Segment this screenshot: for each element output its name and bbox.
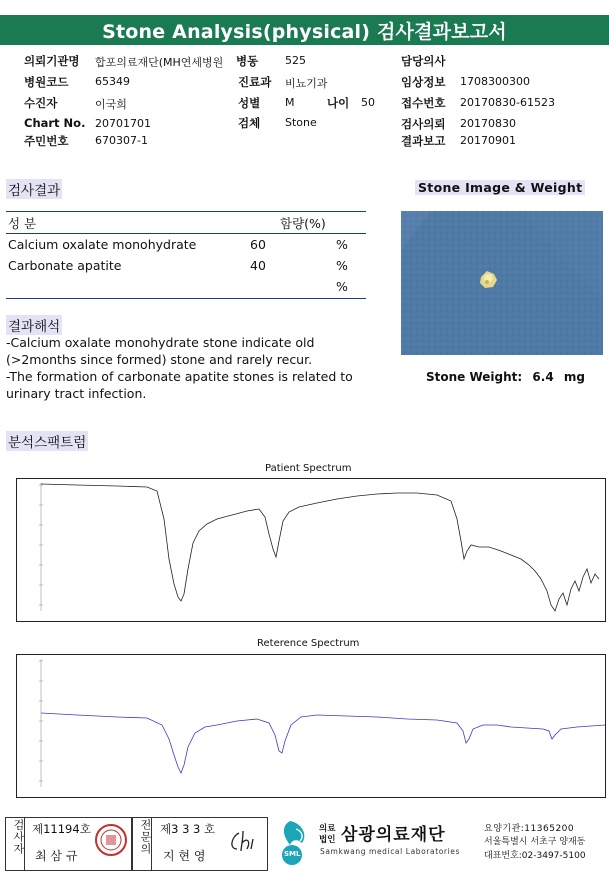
specialist-name: 지 현 영 xyxy=(163,849,206,863)
dept-label: 진료과 xyxy=(238,75,272,89)
inspector-label: 검사자 xyxy=(12,819,25,855)
component-unit: % xyxy=(336,237,348,252)
hospital-code-label: 병원코드 xyxy=(24,75,69,89)
patient-label: 수진자 xyxy=(24,96,58,110)
specialist-no: 제3 3 3 호 xyxy=(160,822,216,836)
specialist-label: 전문의 xyxy=(139,819,152,855)
institution-value: 합포의료재단(MH연세병원 xyxy=(95,56,224,69)
request-label: 검사의뢰 xyxy=(401,117,446,131)
id-value: 670307-1 xyxy=(95,134,148,147)
report-title: Stone Analysis(physical) 검사결과보고서 xyxy=(0,15,609,45)
chart-label: Chart No. xyxy=(24,116,86,130)
component-header: 성 분 xyxy=(8,216,37,231)
clinical-info-label: 임상정보 xyxy=(401,75,446,89)
hospital-code-value: 65349 xyxy=(95,75,130,88)
patient-value: 이국희 xyxy=(95,98,127,111)
patient-spectrum-title: Patient Spectrum xyxy=(265,463,352,474)
report-value: 20170901 xyxy=(460,134,516,147)
inspector-no: 제11194호 xyxy=(32,822,91,836)
org-english: Samkwang medical Laboratories xyxy=(320,847,461,856)
receipt-label: 접수번호 xyxy=(401,96,446,110)
org-logo-icon xyxy=(272,819,314,867)
stone-weight-value: 6.4 xyxy=(532,370,554,384)
clinical-info-value: 1708300300 xyxy=(460,75,530,88)
component-value: 60 xyxy=(250,237,266,252)
interpretation-line: urinary tract infection. xyxy=(6,386,147,401)
component-unit: % xyxy=(336,258,348,273)
component-name: Carbonate apatite xyxy=(8,258,122,273)
table-bottom-rule xyxy=(6,298,366,299)
table-top-rule xyxy=(6,211,366,212)
stone-photo xyxy=(401,211,603,355)
institution-label: 의뢰기관명 xyxy=(24,54,80,68)
stone-weight xyxy=(426,370,585,384)
stone-weight-label: Stone Weight: xyxy=(426,370,523,384)
org-phone: 대표번호:02-3497-5100 xyxy=(484,851,586,861)
physician-label: 담당의사 xyxy=(401,54,446,68)
ward-value: 525 xyxy=(285,54,306,67)
id-label: 주민번호 xyxy=(24,134,69,148)
reference-spectrum-plot xyxy=(16,654,606,798)
sex-label: 성별 xyxy=(238,96,261,110)
stone-weight-unit: mg xyxy=(563,370,585,384)
stone-section-title: Stone Image & Weight xyxy=(415,180,585,195)
sex-value: M xyxy=(285,96,295,109)
specimen-value: Stone xyxy=(285,116,317,129)
receipt-value: 20170830-61523 xyxy=(460,96,555,109)
inspector-name: 최 삼 규 xyxy=(35,849,78,863)
component-unit: % xyxy=(336,279,348,294)
request-value: 20170830 xyxy=(460,117,516,130)
results-section-title: 검사결과 xyxy=(6,179,62,199)
content-header: 함량(%) xyxy=(280,216,326,231)
report-label: 결과보고 xyxy=(401,134,446,148)
reference-spectrum-title: Reterence Spectrum xyxy=(257,638,360,649)
chart-value: 20701701 xyxy=(95,117,151,130)
interpretation-line: (>2months since formed) stone and rarely recur. xyxy=(6,352,313,367)
spectrum-section-title: 분석스팩트럼 xyxy=(6,431,88,451)
table-header-rule xyxy=(6,233,366,234)
org-logo-text: SML xyxy=(284,850,301,858)
interpretation-section-title: 결과해석 xyxy=(6,315,62,335)
age-value: 50 xyxy=(361,96,375,109)
org-name: 삼광의료재단 xyxy=(341,825,446,845)
component-name: Calcium oxalate monohydrate xyxy=(8,237,197,252)
interpretation-line: -Calcium oxalate monohydrate stone indicate old xyxy=(6,335,315,350)
dept-value: 비뇨기과 xyxy=(285,77,328,90)
specialist-signature xyxy=(225,827,265,857)
footer xyxy=(0,813,609,873)
specimen-label: 검체 xyxy=(238,116,261,130)
patient-spectrum-plot xyxy=(16,478,606,622)
org-address: 서울특별시 서초구 양재동 xyxy=(484,837,586,847)
org-prefix-bottom: 법인 xyxy=(319,835,336,845)
org-code: 요양기관:11365200 xyxy=(484,824,575,834)
inspector-seal xyxy=(94,823,128,857)
age-label: 나이 xyxy=(327,96,350,110)
component-value: 40 xyxy=(250,258,266,273)
org-prefix-top: 의료 xyxy=(319,824,336,834)
interpretation-line: -The formation of carbonate apatite stones is related to xyxy=(6,369,353,384)
ward-label: 병동 xyxy=(236,54,259,68)
